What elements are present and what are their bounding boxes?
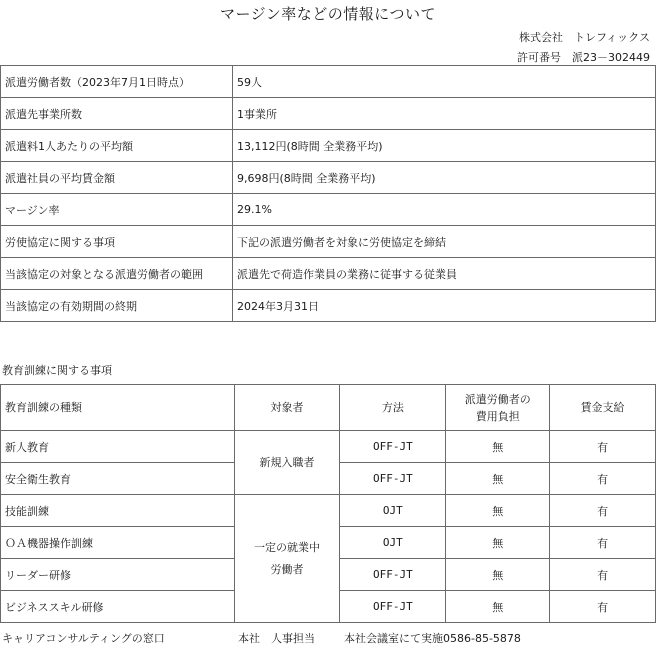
training-method: OFF-JT (340, 431, 446, 463)
info-row (1, 290, 656, 322)
info-label: マージン率 (1, 194, 233, 226)
target-line: 一定の就業中 (254, 540, 321, 554)
target-group-employed-workers (234, 495, 340, 623)
training-method: OFF-JT (340, 559, 446, 591)
training-wage: 有 (550, 559, 656, 591)
training-cost: 無 (446, 527, 550, 559)
info-row (1, 162, 656, 194)
training-header-row (1, 385, 656, 431)
company-block (517, 28, 650, 68)
training-method: OJT (340, 495, 446, 527)
training-type: 新人教育 (1, 431, 235, 463)
training-cost: 無 (446, 431, 550, 463)
margin-info-table (0, 65, 656, 322)
info-row (1, 258, 656, 290)
info-label: 派遣料1人あたりの平均額 (1, 130, 233, 162)
info-row (1, 194, 656, 226)
info-row (1, 98, 656, 130)
header-cost-line2: 費用負担 (475, 409, 520, 423)
table-row (1, 431, 656, 463)
target-line: 労働者 (270, 562, 304, 576)
header-cost-line1: 派遣労働者の (464, 392, 531, 406)
info-value: 1事業所 (233, 98, 656, 130)
header-wage: 賃金支給 (550, 385, 656, 431)
info-label: 当該協定の有効期間の終期 (1, 290, 233, 322)
training-type: ビジネススキル研修 (1, 591, 235, 623)
info-value: 2024年3月31日 (233, 290, 656, 322)
footer-label: キャリアコンサルティングの窓口 (2, 632, 165, 645)
training-wage: 有 (550, 463, 656, 495)
info-label: 派遣社員の平均賃金額 (1, 162, 233, 194)
training-method: OFF-JT (340, 463, 446, 495)
page-title: マージン率などの情報について (219, 5, 437, 23)
training-cost: 無 (446, 495, 550, 527)
training-wage: 有 (550, 495, 656, 527)
career-consulting-footer (2, 630, 521, 646)
training-cost: 無 (446, 559, 550, 591)
header-cost-burden (446, 385, 550, 431)
training-table (0, 384, 656, 623)
training-wage: 有 (550, 431, 656, 463)
info-label: 当該協定の対象となる派遣労働者の範囲 (1, 258, 233, 290)
training-cost: 無 (446, 591, 550, 623)
training-wage: 有 (550, 591, 656, 623)
license-number: 許可番号 派23－302449 (517, 51, 650, 64)
info-row (1, 226, 656, 258)
training-method: OFF-JT (340, 591, 446, 623)
training-type: ＯＡ機器操作訓練 (1, 527, 235, 559)
header-training-type: 教育訓練の種類 (1, 385, 235, 431)
training-type: リーダー研修 (1, 559, 235, 591)
info-row (1, 130, 656, 162)
target-group-new-hires (234, 431, 340, 495)
header-method: 方法 (340, 385, 446, 431)
table-row (1, 495, 656, 527)
training-type: 技能訓練 (1, 495, 235, 527)
info-value: 13,112円(8時間 全業務平均) (233, 130, 656, 162)
training-wage: 有 (550, 527, 656, 559)
info-value: 59人 (233, 66, 656, 98)
info-value: 29.1% (233, 194, 656, 226)
company-name: 株式会社 トレフィックス (518, 31, 650, 44)
info-label: 派遣労働者数（2023年7月1日時点） (1, 66, 233, 98)
training-method: OJT (340, 527, 446, 559)
info-value: 9,698円(8時間 全業務平均) (233, 162, 656, 194)
footer-contact: 本社 人事担当 (238, 632, 315, 645)
info-row (1, 66, 656, 98)
training-cost: 無 (446, 463, 550, 495)
info-label: 労使協定に関する事項 (1, 226, 233, 258)
info-value: 下記の派遣労働者を対象に労使協定を締結 (233, 226, 656, 258)
info-value: 派遣先で荷造作業員の業務に従事する従業員 (233, 258, 656, 290)
footer-place-phone: 本社会議室にて実施0586-85-5878 (344, 632, 521, 645)
header-target: 対象者 (234, 385, 340, 431)
target-line: 新規入職者 (259, 455, 315, 469)
training-section-heading: 教育訓練に関する事項 (2, 364, 112, 377)
training-type: 安全衛生教育 (1, 463, 235, 495)
info-label: 派遣先事業所数 (1, 98, 233, 130)
